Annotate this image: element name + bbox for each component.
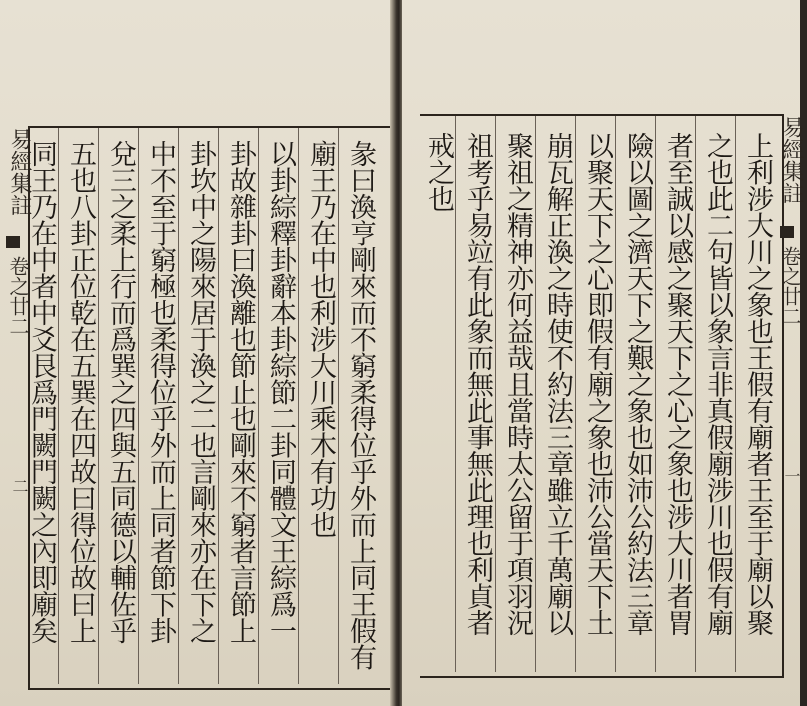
fish-tail-mark [6,236,20,248]
text-column-2: 之也此二句皆以象言非真假廟涉川也假有廟 [702,132,733,636]
left-page [0,0,394,706]
text-column-6: 中不至于窮極也柔得位乎外而上同者節下卦 [145,140,176,644]
text-column-9: 同王乃在中者中爻艮爲門闕門闕之內即廟矣 [26,140,57,644]
left-juan-label: 卷之廿二 [6,256,30,336]
text-column-6: 崩瓦解正渙之時使不約法三章雖立千萬廟以 [542,132,573,636]
right-margin-title: 易經集註 [779,116,804,204]
right-folio: 一 [782,468,801,484]
text-column-8: 祖考乎易竝有此象而無此事無此理也利貞者 [462,132,493,636]
left-folio: 二 [10,478,29,494]
text-column-7: 聚祖之精神亦何益哉且當時太公留于項羽況 [502,132,533,636]
left-margin-title: 易經集註 [7,128,32,216]
text-column-5: 以聚天下之心即假有廟之象也沛公當天下土 [582,132,613,636]
text-column-2: 廟王乃在中也利涉大川乘木有功也 [305,140,336,538]
text-column-9: 戒之也 [423,132,454,212]
text-column-4: 險以圖之濟天下之艱之象也如沛公約法三章 [622,132,653,636]
text-column-1: 彖曰渙亨剛來而不窮柔得位乎外而上同王假有 [345,140,376,670]
text-column-8: 五也八卦正位乾在五巽在四故曰得位故曰上 [65,140,96,644]
text-column-7: 兌三之柔上行而爲巽之四與五同德以輔佐乎 [105,140,136,644]
text-column-3: 者至誠以感之聚天下之心之象也涉大川者胃 [662,132,693,636]
text-column-1: 上利涉大川之象也王假有廟者王至于廟以聚 [742,132,773,636]
right-page [402,0,804,706]
text-column-4: 卦故雜卦曰渙離也節止也剛來不窮者言節上 [225,140,256,644]
text-column-5: 卦坎中之陽來居于渙之二也言剛來亦在下之 [185,140,216,644]
right-juan-label: 卷之廿二 [778,246,802,326]
fish-tail-mark [780,226,794,238]
text-column-3: 以卦綜釋卦辭本卦綜節二卦同體文王綜爲一 [265,140,296,644]
